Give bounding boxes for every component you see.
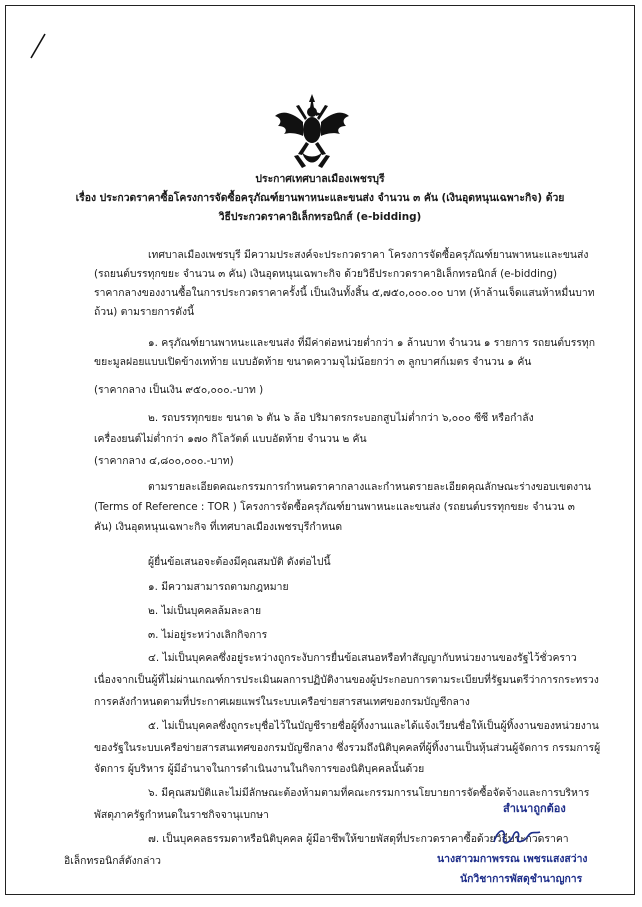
tor-line-1: ตามรายละเอียดคณะกรรมการกำหนดราคากลางและกำหนดรายละเอียดคุณลักษณะร่างขอบเขตงาน (148, 481, 591, 493)
certified-copy-stamp-title: สำเนาถูกต้อง (503, 802, 566, 815)
qualification-4-line-1: ๔. ไม่เป็นบุคคลซึ่งอยู่ระหว่างถูกระงับการยื่นข้อเสนอหรือทำสัญญากับหน่วยงานของรัฐไว้ชั่วคราว (148, 652, 577, 664)
item1-line-1: ๑. ครุภัณฑ์ยานพาหนะและขนส่ง ที่มีค่าต่อหน่วยต่ำกว่า ๑ ล้านบาท จำนวน ๑ รายการ รถยนต์บรรทุก (148, 337, 596, 349)
item1-price: (ราคากลาง เป็นเงิน ๙๕๐,๐๐๐.-บาท ) (94, 384, 264, 396)
intro-line-1: เทศบาลเมืองเพชรบุรี มีความประสงค์จะประกวดราคา โครงการจัดซื้อครุภัณฑ์ยานพาหนะและขนส่ง (148, 249, 589, 261)
qualification-2: ๒. ไม่เป็นบุคคลล้มละลาย (148, 605, 262, 617)
certifier-name: นางสาวมกาพรรณ เพชรแสงสว่าง (437, 853, 588, 865)
tor-line-2: (Terms of Reference : TOR ) โครงการจัดซื้อครุภัณฑ์ยานพาหนะและขนส่ง (รถยนต์บรรทุกขยะ จำนวน ๓ (94, 501, 575, 513)
qualification-7-line-2: อิเล็กทรอนิกส์ดังกล่าว (64, 855, 162, 867)
intro-line-2: (รถยนต์บรรทุกขยะ จำนวน ๓ คัน) เงินอุดหนุนเฉพาะกิจ ด้วยวิธีประกวดราคาอิเล็กทรอนิกส์ (e-bidding) (94, 268, 558, 280)
qualification-7-line-1: ๗. เป็นบุคคลธรรมดาหรือนิติบุคคล ผู้มีอาชีพให้ขายพัสดุที่ประกวดราคาซื้อด้วยวิธีประกวดราคา (148, 833, 569, 845)
qualification-4-line-3: การคลังกำหนดตามที่ประกาศเผยแพร่ในระบบเครือข่ายสารสนเทศของกรมบัญชีกลาง (94, 696, 470, 708)
qualification-5-line-1: ๕. ไม่เป็นบุคคลซึ่งถูกระบุชื่อไว้ในบัญชีรายชื่อผู้ทิ้งงานและได้แจ้งเวียนชื่อให้เป็นผู้ทิ้งงานของหน่วยงาน (148, 720, 599, 732)
pen-slash-mark (28, 32, 48, 60)
qualification-heading: ผู้ยื่นข้อเสนอจะต้องมีคุณสมบัติ ดังต่อไปนี้ (148, 556, 331, 568)
qualification-5-line-2: ของรัฐในระบบเครือข่ายสารสนเทศของกรมบัญชีกลาง ซึ่งรวมถึงนิติบุคคลที่ผู้ทิ้งงานเป็นหุ้นส่วนผู้จัดการ กรรมการผู้ (94, 742, 601, 754)
qualification-1: ๑. มีความสามารถตามกฎหมาย (148, 581, 289, 593)
qualification-3: ๓. ไม่อยู่ระหว่างเลิกกิจการ (148, 629, 268, 641)
subject-line-2: วิธีประกวดราคาอิเล็กทรอนิกส์ (e-bidding) (218, 211, 422, 223)
qualification-6-line-1: ๖. มีคุณสมบัติและไม่มีลักษณะต้องห้ามตามที่คณะกรรมการนโยบายการจัดซื้อจัดจ้างและการบริหาร (148, 787, 590, 799)
qualification-4-line-2: เนื่องจากเป็นผู้ที่ไม่ผ่านเกณฑ์การประเมินผลการปฏิบัติงานของผู้ประกอบการตามระเบียบที่รัฐมนตรีว่าการกระทรวง (94, 674, 599, 686)
item2-line-1: ๒. รถบรรทุกขยะ ขนาด ๖ ตัน ๖ ล้อ ปริมาตรกระบอกสูบไม่ต่ำกว่า ๖,๐๐๐ ซีซี หรือกำลัง (148, 412, 534, 424)
item2-price: (ราคากลาง ๔,๘๐๐,๐๐๐.-บาท) (94, 455, 234, 467)
subject-line-1: เรื่อง ประกวดราคาซื้อโครงการจัดซื้อครุภัณฑ์ยานพาหนะและขนส่ง จำนวน ๓ คัน (เงินอุดหนุนเฉพาะกิจ) ด้วย (75, 192, 565, 204)
signature-mark (488, 824, 548, 850)
tor-line-3: คัน) เงินอุดหนุนเฉพาะกิจ ที่เทศบาลเมืองเพชรบุรีกำหนด (94, 521, 343, 533)
intro-line-3: ราคากลางของงานซื้อในการประกวดราคาครั้งนี้ เป็นเงินทั้งสิ้น ๕,๗๕๐,๐๐๐.๐๐ บาท (ห้าล้านเจ็ดแสนห้าหมื่นบาท (94, 287, 595, 299)
garuda-emblem-icon (272, 92, 352, 170)
certifier-position: นักวิชาการพัสดุชำนาญการ (460, 873, 583, 885)
document-page (5, 5, 635, 895)
intro-line-4: ถ้วน) ตามรายการดังนี้ (94, 306, 195, 318)
item2-line-2: เครื่องยนต์ไม่ต่ำกว่า ๑๗๐ กิโลวัตต์ แบบอัดท้าย จำนวน ๒ คัน (94, 433, 367, 445)
announcement-title: ประกาศเทศบาลเมืองเพชรบุรี (255, 173, 385, 185)
item1-line-2: ขยะมูลฝอยแบบเปิดข้างเทท้าย แบบอัดท้าย ขนาดความจุไม่น้อยกว่า ๓ ลูกบาศก์เมตร จำนวน ๑ คัน (94, 356, 532, 368)
qualification-6-line-2: พัสดุภาครัฐกำหนดในราชกิจจานุเบกษา (94, 809, 269, 821)
qualification-5-line-3: จัดการ ผู้บริหาร ผู้มีอำนาจในการดำเนินงานในกิจการของนิติบุคคลนั้นด้วย (94, 763, 425, 775)
